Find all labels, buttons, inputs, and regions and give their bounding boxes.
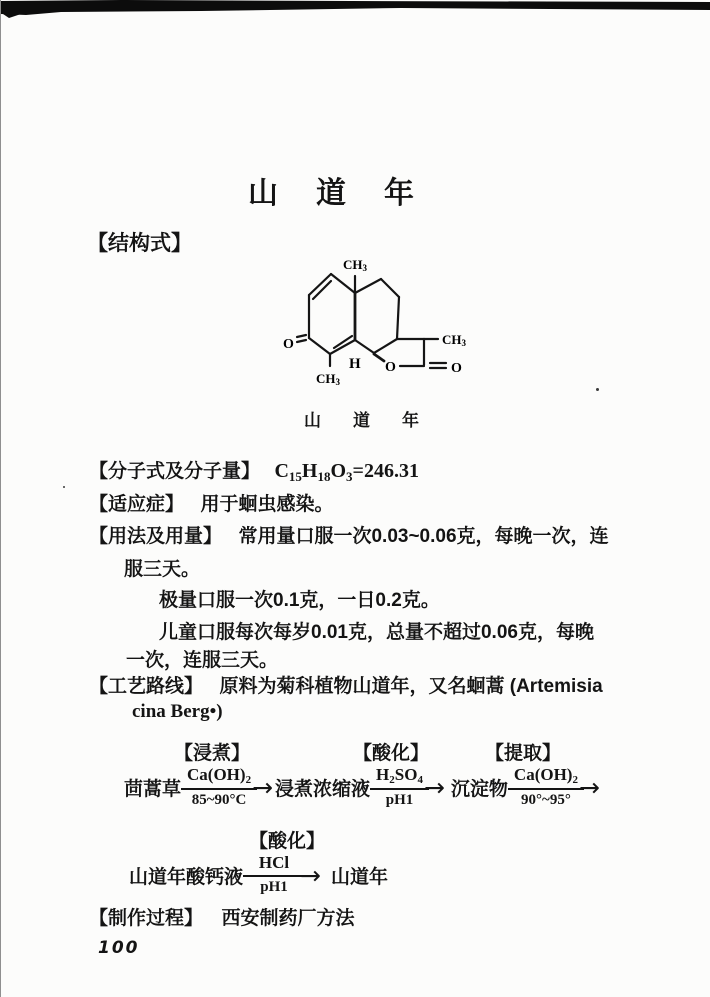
indication-heading: 【适应症】 — [89, 494, 185, 515]
route-line-1 — [89, 671, 603, 698]
dosage-line-3: 极量口服一次0.1克，一日0.2克。 — [159, 590, 440, 611]
process-text: 西安制药厂方法 — [221, 908, 355, 929]
reaction-arrow-3: → — [578, 772, 600, 802]
flow2-step-fraction: $\frac{\text{HCl}}{pH1}$ — [243, 854, 305, 895]
stage-label-acidify-1: 【酸化】 — [353, 743, 430, 764]
molecular-formula-heading: 【分子式及分子量】 — [89, 461, 261, 482]
structure-caption: 山道年 — [304, 411, 451, 430]
dosage-heading: 【用法及用量】 — [89, 526, 223, 547]
flow1-product-1: 浸煮浓缩液 — [275, 778, 371, 800]
methyl-label-top: CH3 — [343, 257, 367, 273]
dosage-line-4: 儿童口服每次每岁0.01克，总量不超过0.06克，每晚 — [159, 622, 594, 643]
flow1-step1-fraction: $\frac{Ca(OH)_2}{85\sim 90^\circ C}$ — [181, 766, 257, 809]
structure-diagram — [244, 252, 494, 400]
stage-label-acidify-2: 【酸化】 — [249, 831, 326, 852]
route-heading: 【工艺路线】 — [89, 676, 204, 697]
flow1-product-2: 沉淀物 — [450, 778, 508, 800]
dosage-line-5: 一次，连服三天。 — [126, 650, 279, 671]
route-text-2: cina Berg•) — [132, 701, 223, 722]
methyl-label-bottom: CH3 — [316, 371, 340, 387]
flow-row-2 — [129, 851, 388, 899]
flow-row-1 — [124, 763, 600, 811]
flow2-start: 山道年酸钙液 — [129, 866, 244, 888]
indication-text: 用于蛔虫感染。 — [200, 494, 334, 515]
lactone-oxygen-label: O — [385, 360, 396, 375]
molecular-formula-line — [89, 456, 419, 485]
stage-label-extract: 【提取】 — [485, 743, 562, 764]
scan-artifact-dot-2 — [63, 486, 65, 488]
carbonyl-oxygen-label: O — [451, 361, 462, 376]
hydrogen-label: H — [349, 356, 361, 372]
page-title: 山道年 — [248, 177, 452, 210]
reaction-arrow-1: → — [252, 772, 274, 802]
process-line — [89, 903, 354, 930]
flow2-end: 山道年 — [330, 866, 388, 888]
structural-formula-heading: 【结构式】 — [87, 232, 192, 255]
indication-line — [89, 489, 333, 516]
scan-artifact-dot — [596, 388, 599, 391]
stage-label-soaking: 【浸煮】 — [174, 743, 251, 764]
route-text-1: 原料为菊科植物山道年，又名蛔蒿 (Artemisia — [219, 676, 603, 697]
scan-top-band — [1, 0, 710, 18]
ketone-oxygen-label: O — [283, 337, 294, 352]
dosage-line-1 — [89, 521, 609, 548]
molecular-formula: $C_{15}H_{18}O_3=246.31$ — [274, 460, 419, 484]
process-heading: 【制作过程】 — [89, 908, 204, 929]
flow1-step3-fraction: $\frac{Ca(OH)_2}{90^\circ\sim 95^\circ}$ — [508, 766, 584, 809]
page-number: 100 — [98, 938, 140, 958]
dosage-line-2: 服三天。 — [124, 559, 201, 580]
reaction-arrow-4: → — [300, 860, 321, 890]
methyl-label-right: CH3 — [442, 332, 466, 348]
flow1-start: 茴蒿草 — [124, 778, 182, 800]
reaction-arrow-2: → — [423, 772, 445, 802]
dosage-text-1: 常用量口服一次0.03~0.06克，每晚一次，连 — [238, 526, 609, 547]
flow1-step2-fraction: $\frac{H_2SO_4}{pH1}$ — [370, 766, 429, 809]
